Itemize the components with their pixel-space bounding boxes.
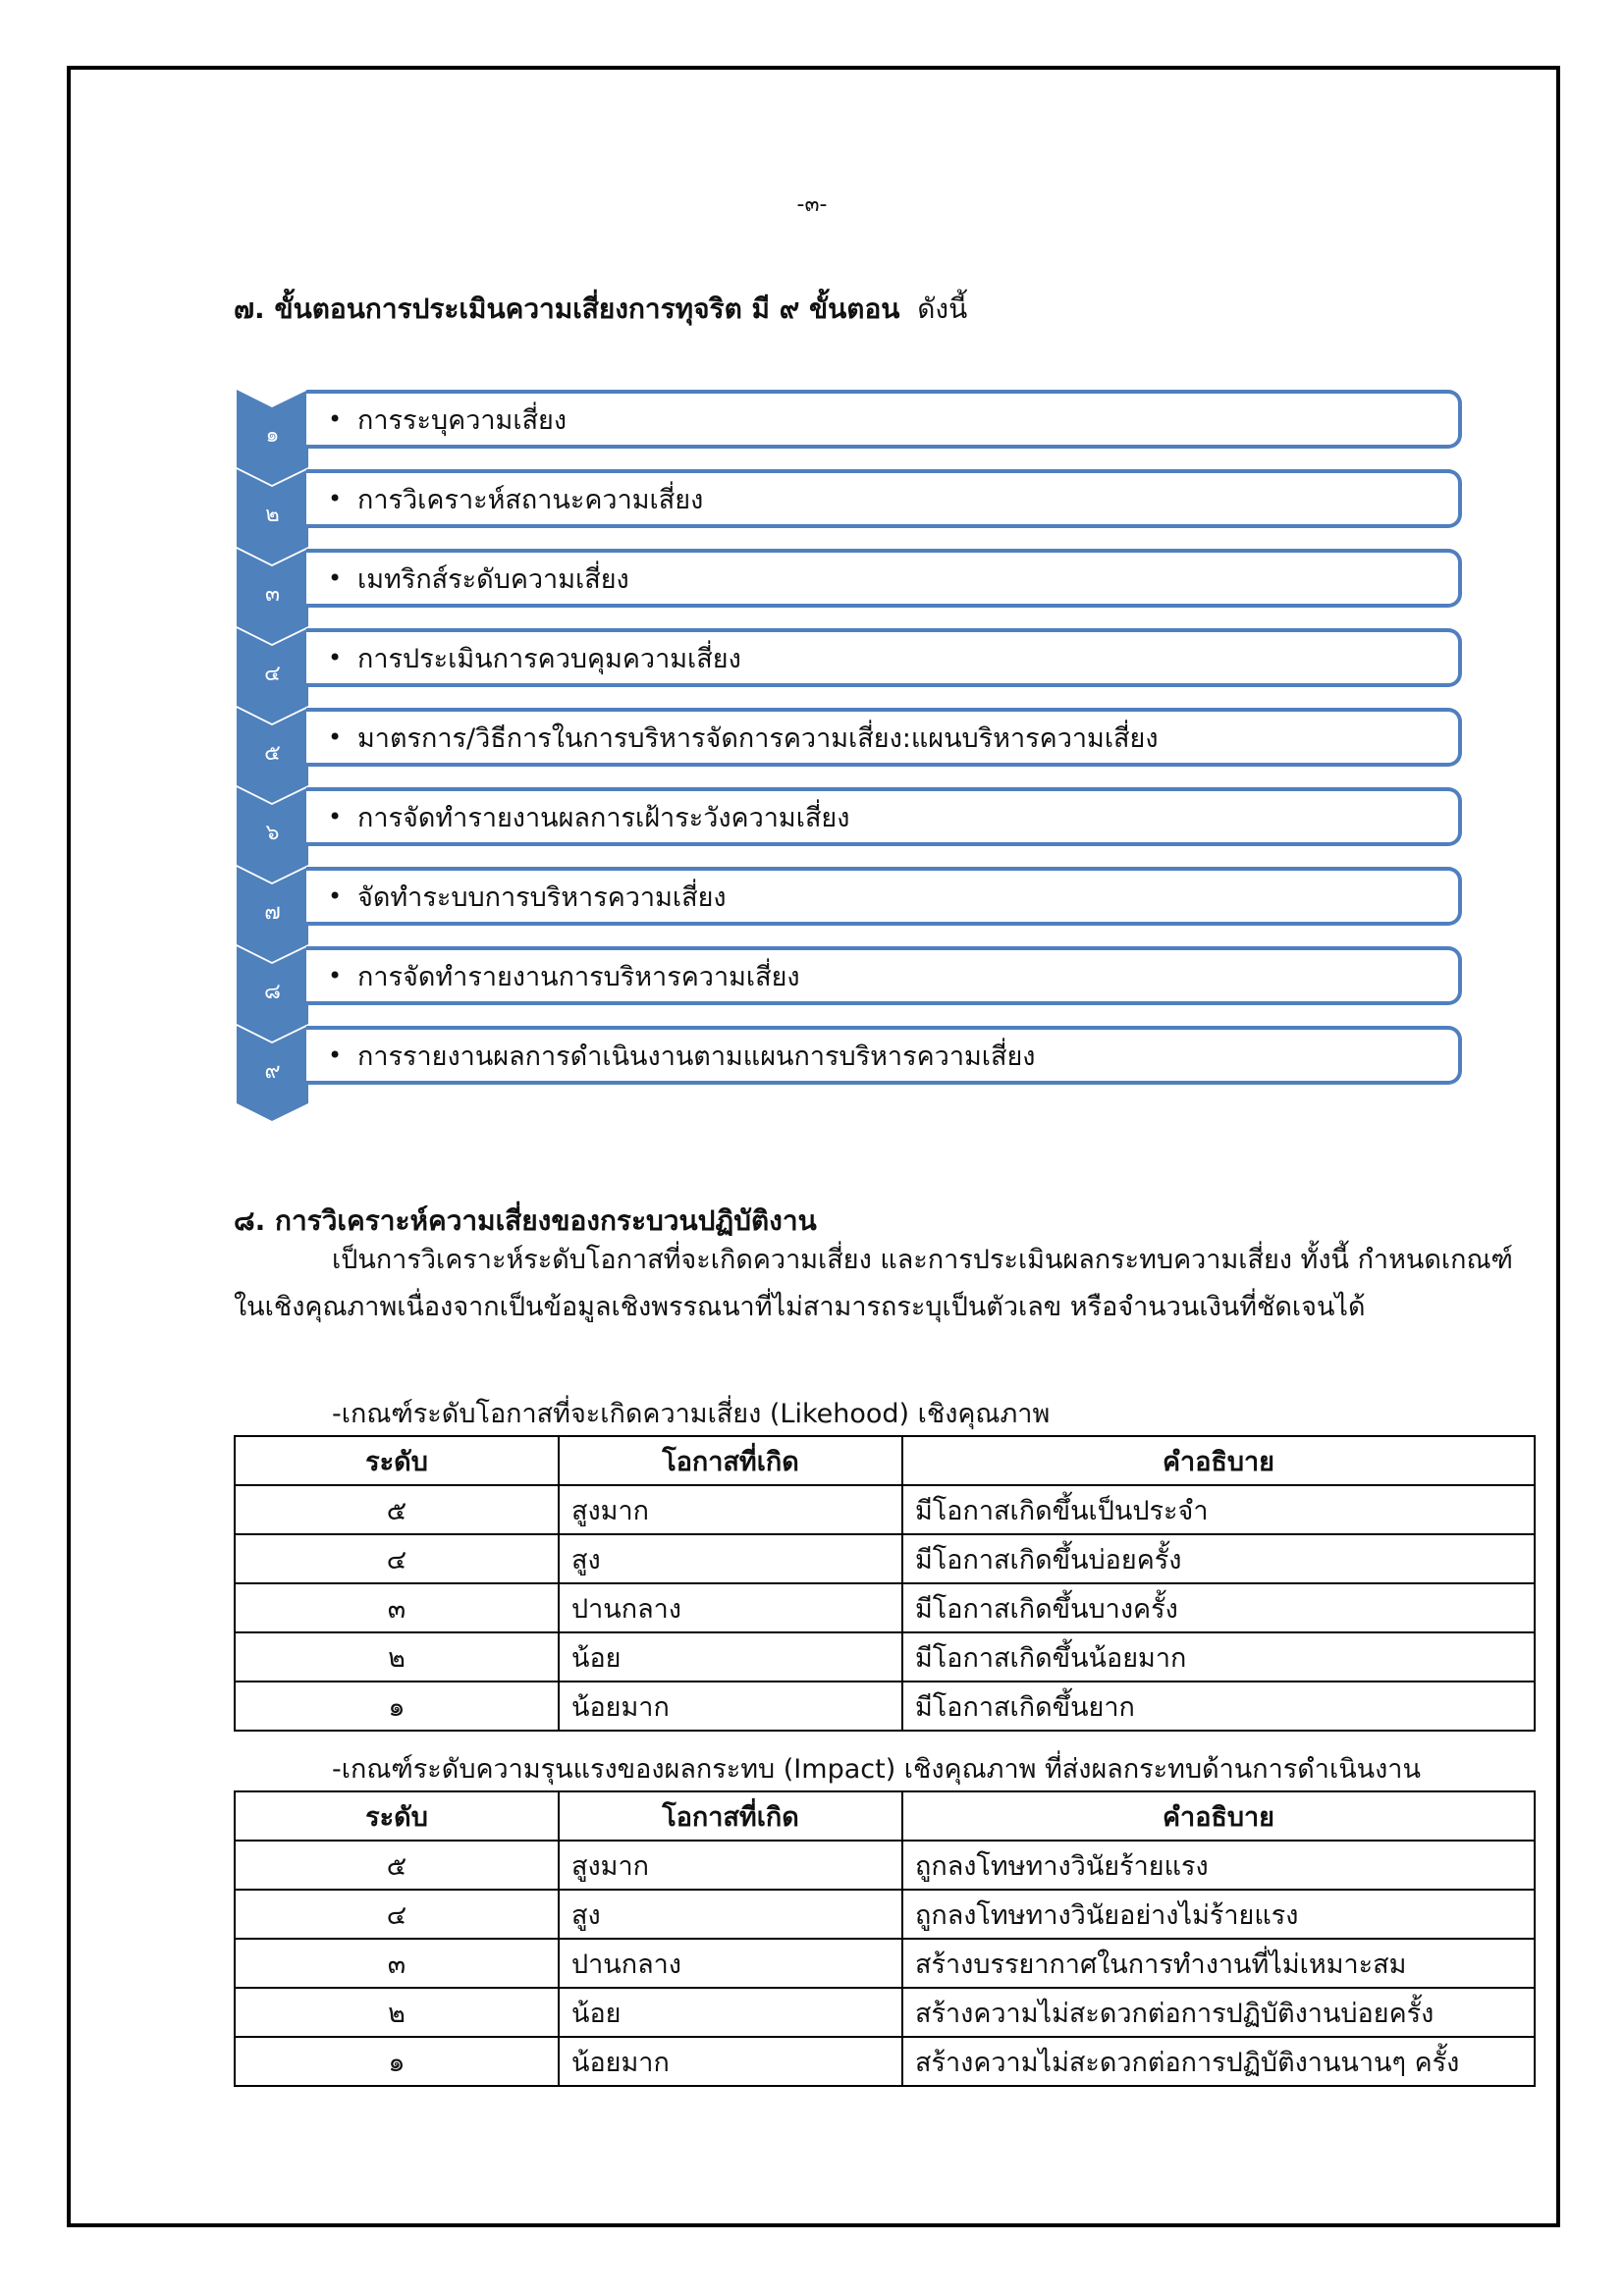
likelihood-table <box>234 1435 1536 1732</box>
bullet-icon: • <box>328 962 343 989</box>
step-label: การรายงานผลการดำเนินงานตามแผนการบริหารความเสี่ยง <box>357 1041 1036 1072</box>
table-row <box>235 2037 1535 2086</box>
cell-chance: สูงมาก <box>559 1841 902 1890</box>
cell-chance: น้อย <box>559 1632 902 1682</box>
step-number: ๘ <box>264 980 281 1004</box>
step-number: ๙ <box>264 1059 281 1084</box>
page-number: -๓- <box>796 192 828 217</box>
cell-level: ๒ <box>235 1988 559 2037</box>
cell-chance: สูงมาก <box>559 1485 902 1534</box>
step-number: ๒ <box>265 503 280 527</box>
cell-level: ๕ <box>235 1841 559 1890</box>
cell-chance: น้อยมาก <box>559 2037 902 2086</box>
table-row <box>235 1632 1535 1682</box>
impact-caption: -เกณฑ์ระดับความรุนแรงของผลกระทบ (Impact) เชิงคุณภาพ ที่ส่งผลกระทบด้านการดำเนินงาน <box>332 1754 1421 1785</box>
bullet-icon: • <box>328 803 343 830</box>
bullet-icon: • <box>328 1041 343 1069</box>
cell-description: มีโอกาสเกิดขึ้นยาก <box>902 1682 1535 1731</box>
step-box <box>306 628 1462 687</box>
cell-description: ถูกลงโทษทางวินัยอย่างไม่ร้ายแรง <box>902 1890 1535 1939</box>
step-number: ๗ <box>264 900 281 925</box>
section-7-title: ๗. ขั้นตอนการประเมินความเสี่ยงการทุจริต มี ๙ ขั้นตอน <box>234 293 900 325</box>
table-row <box>235 1988 1535 2037</box>
table-row <box>235 1583 1535 1632</box>
step-number: ๕ <box>264 741 281 766</box>
cell-level: ๔ <box>235 1534 559 1583</box>
cell-level: ๔ <box>235 1890 559 1939</box>
bullet-icon: • <box>328 564 343 592</box>
section-8-title: ๘. การวิเคราะห์ความเสี่ยงของกระบวนปฏิบัติงาน <box>234 1204 817 1237</box>
step-number: ๑ <box>265 423 280 448</box>
cell-level: ๒ <box>235 1632 559 1682</box>
likelihood-caption: -เกณฑ์ระดับโอกาสที่จะเกิดความเสี่ยง (Likehood) เชิงคุณภาพ <box>332 1399 1051 1429</box>
step-box <box>306 469 1462 528</box>
cell-description: มีโอกาสเกิดขึ้นน้อยมาก <box>902 1632 1535 1682</box>
bullet-icon: • <box>328 485 343 512</box>
bullet-icon: • <box>328 405 343 433</box>
header-level: ระดับ <box>235 1436 559 1485</box>
cell-description: สร้างบรรยากาศในการทำงานที่ไม่เหมาะสม <box>902 1939 1535 1988</box>
step-label: การจัดทำรายงานผลการเฝ้าระวังความเสี่ยง <box>357 802 850 833</box>
step-chevron <box>237 1026 308 1121</box>
table-row <box>235 1534 1535 1583</box>
cell-chance: สูง <box>559 1534 902 1583</box>
step-label: การจัดทำรายงานการบริหารความเสี่ยง <box>357 961 800 992</box>
step-box <box>306 787 1462 846</box>
cell-level: ๑ <box>235 1682 559 1731</box>
step-label: เมทริกส์ระดับความเสี่ยง <box>357 563 629 595</box>
cell-chance: สูง <box>559 1890 902 1939</box>
step-box <box>306 549 1462 608</box>
table-row <box>235 1939 1535 1988</box>
cell-chance: น้อยมาก <box>559 1682 902 1731</box>
table-row <box>235 1841 1535 1890</box>
header-chance: โอกาสที่เกิด <box>559 1791 902 1841</box>
cell-description: มีโอกาสเกิดขึ้นบ่อยครั้ง <box>902 1534 1535 1583</box>
step-label: การวิเคราะห์สถานะความเสี่ยง <box>357 484 704 515</box>
step-box <box>306 946 1462 1005</box>
step-box <box>306 708 1462 767</box>
table-row <box>235 1485 1535 1534</box>
bullet-icon: • <box>328 723 343 751</box>
header-chance: โอกาสที่เกิด <box>559 1436 902 1485</box>
cell-description: มีโอกาสเกิดขึ้นเป็นประจำ <box>902 1485 1535 1534</box>
header-level: ระดับ <box>235 1791 559 1841</box>
step-box <box>306 1026 1462 1085</box>
step-number: ๖ <box>265 821 280 845</box>
table-header-row <box>235 1436 1535 1485</box>
step-label: มาตรการ/วิธีการในการบริหารจัดการความเสี่ยง:แผนบริหารความเสี่ยง <box>357 722 1159 754</box>
cell-level: ๕ <box>235 1485 559 1534</box>
step-number: ๔ <box>264 662 281 686</box>
cell-description: ถูกลงโทษทางวินัยร้ายแรง <box>902 1841 1535 1890</box>
cell-description: สร้างความไม่สะดวกต่อการปฏิบัติงานนานๆ ครั้ง <box>902 2037 1535 2086</box>
step-label: การประเมินการควบคุมความเสี่ยง <box>357 643 741 674</box>
cell-level: ๓ <box>235 1939 559 1988</box>
cell-level: ๑ <box>235 2037 559 2086</box>
header-description: คำอธิบาย <box>902 1436 1535 1485</box>
cell-chance: น้อย <box>559 1988 902 2037</box>
cell-chance: ปานกลาง <box>559 1583 902 1632</box>
cell-chance: ปานกลาง <box>559 1939 902 1988</box>
table-header-row <box>235 1791 1535 1841</box>
bullet-icon: • <box>328 644 343 671</box>
section-8-paragraph: เป็นการวิเคราะห์ระดับโอกาสที่จะเกิดความเสี่ยง และการประเมินผลกระทบความเสี่ยง ทั้งนี้ กำหนดเกณฑ์ในเชิงคุณภาพเนื่องจากเป็นข้อมูลเชิงพรรณนาที่ไม่สามารถระบุเป็นตัวเลข หรือจำนวนเงินที่ชัดเจนได้ <box>234 1245 1513 1322</box>
step-label: การระบุความเสี่ยง <box>357 404 568 436</box>
cell-level: ๓ <box>235 1583 559 1632</box>
bullet-icon: • <box>328 882 343 910</box>
cell-description: สร้างความไม่สะดวกต่อการปฏิบัติงานบ่อยครั้ง <box>902 1988 1535 2037</box>
step-box <box>306 390 1462 449</box>
header-description: คำอธิบาย <box>902 1791 1535 1841</box>
impact-table <box>234 1790 1536 2087</box>
section-7-title-suffix: ดังนี้ <box>917 293 968 325</box>
cell-description: มีโอกาสเกิดขึ้นบางครั้ง <box>902 1583 1535 1632</box>
table-row <box>235 1890 1535 1939</box>
table-row <box>235 1682 1535 1731</box>
step-box <box>306 867 1462 926</box>
step-label: จัดทำระบบการบริหารความเสี่ยง <box>357 881 727 913</box>
step-number: ๓ <box>264 582 281 607</box>
